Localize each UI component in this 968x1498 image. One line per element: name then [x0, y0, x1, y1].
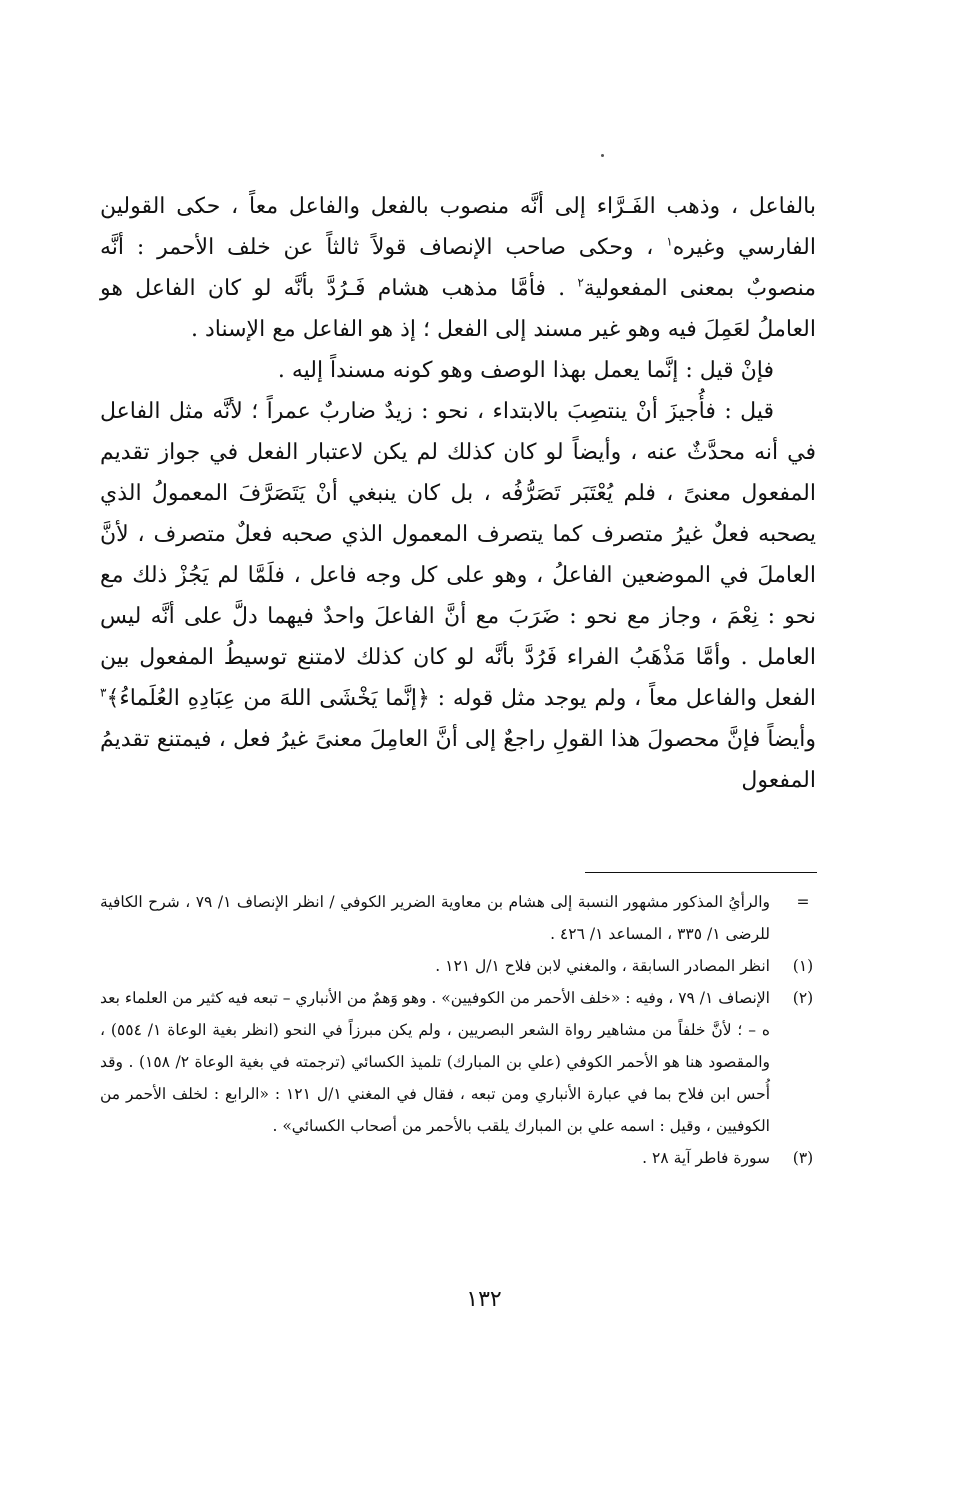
footnote-2: [100, 982, 814, 1142]
footnote-text: انظر المصادر السابقة ، والمغني لابن فلاح ١/ل ١٢١ .: [435, 957, 770, 975]
footnote-text: والرأيُ المذكور مشهور النسبة إلى هشام بن معاوية الضرير الكوفي / انظر الإنصاف ١/ ٧٩ ، شرح الكافية للرضى ١/ ٣٣٥ ، المساعد ١/ ٤٢٦ .: [100, 893, 770, 943]
footnote-marker: (٣): [792, 1149, 814, 1167]
footnote-ref-3[interactable]: ٣: [100, 685, 107, 700]
paragraph-1: بالفاعل ، وذهب الفَـرَّاء إلى أنَّه منصوب بالفعل والفاعل معاً ، حكى القولين الفارسي وغيره$^١$ ، وحكى صاحب الإنصاف قولاً ثالثاً عن خلف الأحمر : أنَّه منصوبٌ بمعنى المفعولية$^٢$ . فأمَّا مذهب هشام فَـرُدَّ بأنَّه لو كان الفاعل هو العاملُ لعَمِلَ فيه وهو غير مسند إلى الفعل ؛ إذ هو الفاعل مع الإسناد .: [100, 194, 816, 342]
footnote-ref-1[interactable]: ١: [666, 234, 673, 249]
page-number: ١٣٢: [466, 1287, 502, 1312]
footnote-text: الإنصاف ١/ ٧٩ ، وفيه : «خلف الأحمر من الكوفيين» . وهو وَهمٌ من الأنباري – تبعه فيه كثير من العلماء بعد ه – ؛ لأنَّ خلفاً من مشاهير رواة الشعر البصريين ، ولم يكن مبرزاً في النحو (انظر بغية الوعاة ١/ ٥٥٤) ، والمقصود هنا هو الأحمر الكوفي (علي بن المبارك) تلميذ الكسائي (ترجمته في بغية الوعاة ٢/ ١٥٨) . وقد أُحس ابن فلاح بما في عبارة الأنباري ومن تبعه ، فقال في المغني ١/ل ١٢١ : «الرابع : لخلف الأحمر من الكوفيين ، وقيل : اسمه علي بن المبارك يلقب بالأحمر من أصحاب الكسائي» .: [100, 989, 770, 1135]
footnotes-section: [100, 886, 814, 1174]
footnote-text: سورة فاطر آية ٢٨ .: [642, 1149, 770, 1167]
paragraph-3: قيل : فأُجيزَ أنْ ينتصِبَ بالابتداء ، نحو : زيدٌ ضاربٌ عمراً ؛ لأنَّه مثل الفاعل في أنه محدَّثٌ عنه ، وأيضاً لو كان كذلك لم يكن لاعتبار الفعل في جواز تقديم المفعول معنىً ، فلم يُعْتَبَر تَصَرُّفُه ، بل كان ينبغي أنْ يَتَصَرَّفَ المعمولُ الذي يصحبه فعلٌ غيرُ متصرف كما يتصرف المعمول الذي صحبه فعلٌ متصرف ، لأنَّ العاملَ في الموضعين الفاعلُ ، وهو على كل وجه فاعل ، فلَمَّا لم يَجُزْ ذلك مع نحو : نِعْمَ ، وجاز مع نحو : ضَرَبَ مع أنَّ الفاعلَ واحدٌ فيهما دلَّ على أنَّه ليس العامل . وأمَّا مَذْهَبُ الفراء فَرُدَّ بأنَّه لو كان كذلك لامتنع توسيطُ المفعول بين الفعل والفاعل معاً ، ولم يوجد مثل قوله : ﴿إنَّما يَخْشَى اللهَ من عِبَادِهِ العُلَماءُ﴾$^٣$ وأيضاً فإنَّ محصولَ هذا القولِ راجعٌ إلى أنَّ العامِلَ معنىً غيرُ فعل ، فيمتنع تقديمُ المفعول: [100, 399, 816, 793]
footnote-marker: (٢): [792, 989, 814, 1007]
scan-speck: [601, 154, 604, 157]
footnote-divider: [585, 872, 817, 873]
footnote-marker: =: [796, 893, 810, 911]
main-text-block: [100, 186, 816, 801]
footnote-marker: (١): [792, 957, 814, 975]
footnote-continued: [100, 886, 810, 950]
footnote-ref-2[interactable]: ٢: [577, 275, 584, 290]
footnote-1: [100, 950, 814, 982]
footnote-3: [100, 1142, 814, 1174]
paragraph-2: فإنْ قيل : إنَّما يعمل بهذا الوصف وهو كونه مسنداً إليه .: [277, 358, 774, 383]
